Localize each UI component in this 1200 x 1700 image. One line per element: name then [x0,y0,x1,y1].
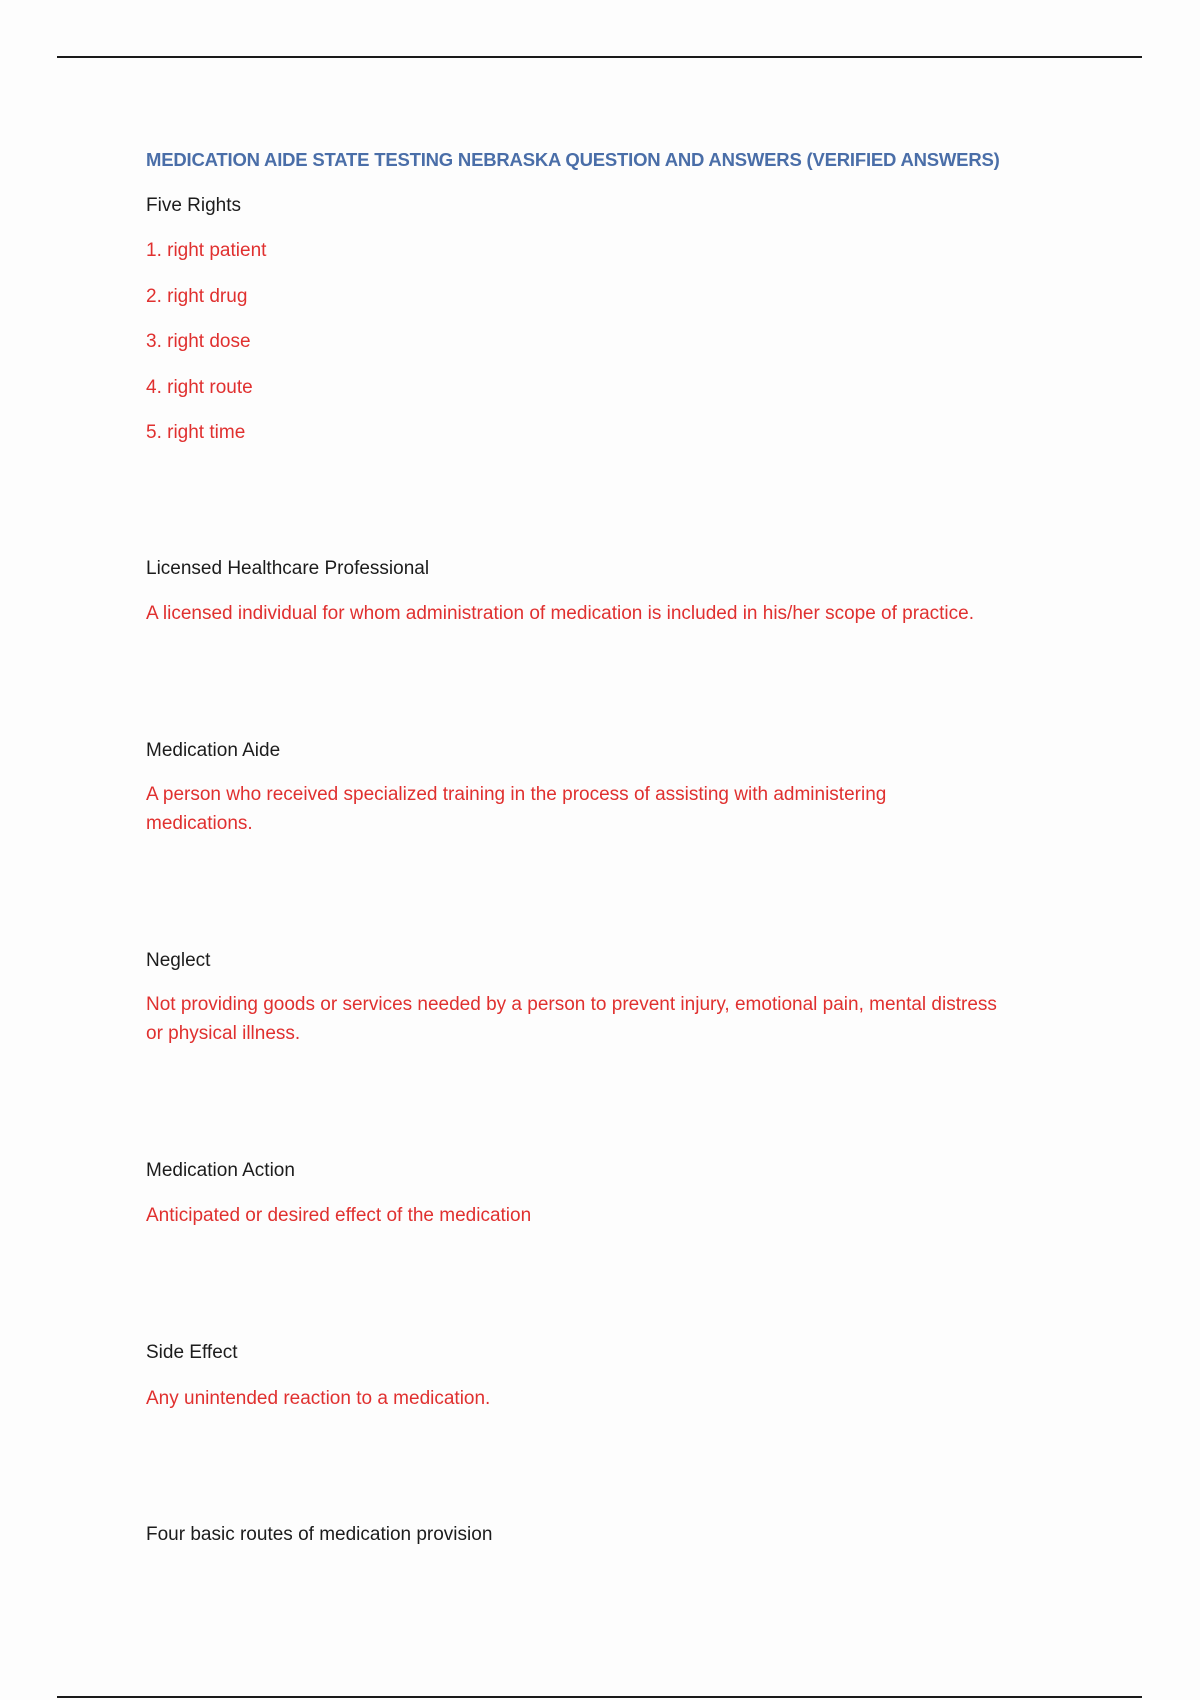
five-rights-item: 3. right dose [146,331,251,352]
answer-medication-aide: A person who received specialized training in the process of assisting with administering medications. [146,784,892,834]
answer-medication-action: Anticipated or desired effect of the medication [146,1205,532,1226]
answer-licensed-healthcare-professional: A licensed individual for whom administration of medication is included in his/her scope of practice. [146,603,974,624]
term-five-rights: Five Rights [146,195,242,216]
bottom-rule [57,1696,1142,1698]
five-rights-item: 1. right patient [146,240,267,261]
five-rights-item: 4. right route [146,377,253,398]
term-four-basic-routes: Four basic routes of medication provision [146,1524,493,1545]
term-medication-action: Medication Action [146,1160,295,1181]
answer-neglect: Not providing goods or services needed by a person to prevent injury, emotional pain, mental distress or physical illness. [146,994,1003,1044]
term-neglect: Neglect [146,950,211,971]
term-medication-aide: Medication Aide [146,740,281,761]
five-rights-item: 5. right time [146,422,246,443]
top-rule [57,56,1142,58]
term-side-effect: Side Effect [146,1342,238,1363]
document-title: MEDICATION AIDE STATE TESTING NEBRASKA QUESTION AND ANSWERS (VERIFIED ANSWERS) [146,149,1000,170]
term-licensed-healthcare-professional: Licensed Healthcare Professional [146,558,430,579]
answer-side-effect: Any unintended reaction to a medication. [146,1388,491,1409]
five-rights-item: 2. right drug [146,286,248,307]
